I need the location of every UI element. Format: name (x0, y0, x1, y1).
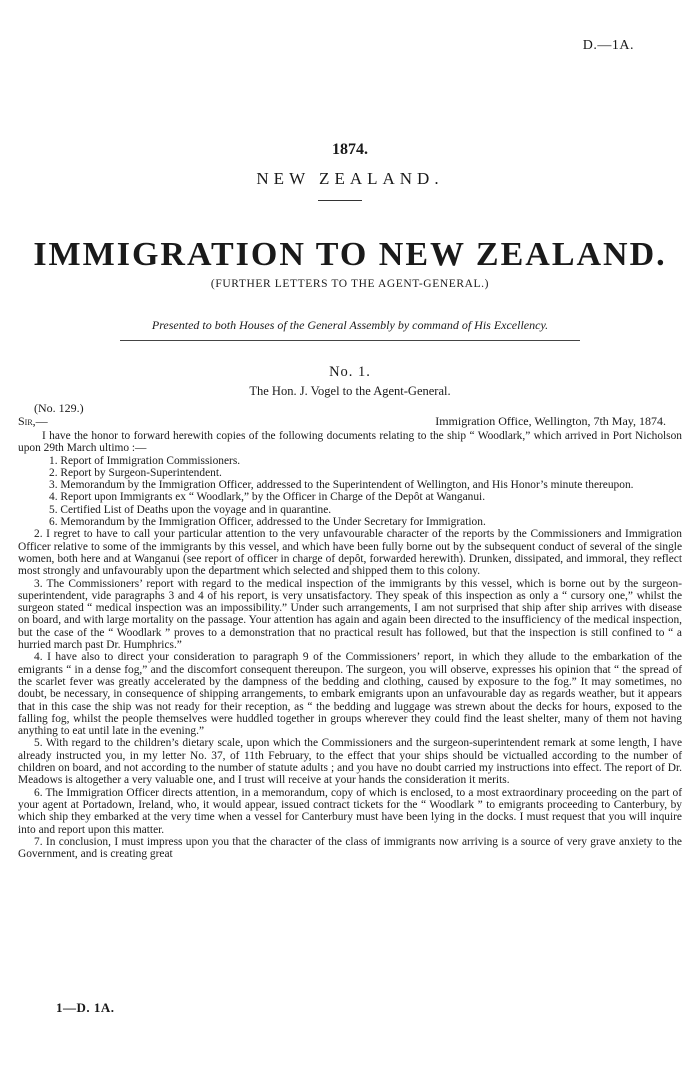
list-item: 3. Memorandum by the Immigration Officer, addressed to the Superintendent of Wellington, and His Honor’s minute thereupon. (49, 479, 634, 492)
document-title: IMMIGRATION TO NEW ZEALAND. (33, 236, 667, 273)
enclosure-list (18, 455, 682, 529)
letter-number: No. 1. (329, 364, 371, 380)
paragraph-4: 4. I have also to direct your consideration to paragraph 9 of the Commissioners’ report, in which they allude to the embarkation of the emigrants “ in a dense fog,” and the discomfort consequent thereupon. The surgeon, you will observe, expresses his opinion that “ the spread of the scarlet fever was greatly accelerated by the dampness of the bedding and clothing, caused by exposure to the fog.” It may sometimes, no doubt, be necessary, in consequence of shipping arrangements, to embark emigrants upon an unfavourable day as regards weather, but it appears that in this case the ship was not ready for their reception, as “ the bedding and luggage was strewn about the decks for hours, exposed to the falling fog, whilst the people themselves were huddled together in groups wherever they could find the least shelter, many of them not having anything to eat until late in the evening.” (18, 651, 682, 738)
letter-from-to: The Hon. J. Vogel to the Agent-General. (249, 384, 451, 398)
list-item: 2. Report by Surgeon-Superintendent. (49, 466, 222, 479)
year-heading: 1874. (332, 141, 368, 158)
paragraph-6: 6. The Immigration Officer directs attention, in a memorandum, copy of which is enclosed, to a most extraordinary proceeding on the part of your agent at Portadown, Ireland, who, it would appear, issued contract tickets for the “ Woodlark ” to emigrants proceeding to Canterbury, by which ship they embarked at the very time when a vessel for Canterbury must have been lying in the docks. I must request that you will inquire into and report upon this matter. (18, 786, 682, 836)
letter-body (18, 430, 682, 860)
list-item: 4. Report upon Immigrants ex “ Woodlark,” by the Officer in Charge of the Depôt at Wanganui. (49, 491, 486, 504)
paragraph-3: 3. The Commissioners’ report with regard to the medical inspection of the immigrants by this vessel, which is borne out by the surgeon-superintendent, vide paragraphs 3 and 4 of his report, is very unsatisfactory. They speak of this inspection as only a “ cursory one,” whilst the surgeon stated “ medical inspection was an impossibility.” Under such arrangements, I am not surprised that ship after ship arrives with disease on board, and with large mortality on the passage. Your attention has again and again been directed to the insufficiency of the medical inspection, but the case of the “ Woodlark ” proves to a demonstration that no practical result has followed, but that the inspection is still confined to “ a hurried march past Dr. Humphrics.” (18, 577, 682, 652)
country-heading: NEW ZEALAND. (256, 169, 444, 188)
list-item: 6. Memorandum by the Immigration Officer, addressed to the Under Secretary for Immigration. (49, 516, 486, 529)
document-subtitle: (FURTHER LETTERS TO THE AGENT-GENERAL.) (210, 278, 490, 290)
salutation: Sir,— (18, 414, 48, 428)
short-divider (318, 200, 362, 201)
intro-paragraph: I have the honor to forward herewith copies of the following documents relating to the ship “ Woodlark,” which arrived in Port Nicholson upon 29th March ultimo :— (18, 430, 682, 455)
page-signature: 1—D. 1A. (56, 1000, 115, 1015)
paragraph-2: 2. I regret to have to call your particular attention to the very unfavourable character of the reports by the Commissioners and Immigration Officer relative to some of the immigrants by this vessel, and which have been fully borne out by the subsequent conduct of several of the single women, both here and at Wanganui (see report of officer in charge of depôt, forwarded herewith). Drunken, dissipated, and immoral, they reflect most strongly and unfavourably upon the department which selected and shipped them to this colony. (18, 528, 682, 578)
list-item: 5. Certified List of Deaths upon the voyage and in quarantine. (49, 503, 332, 516)
letter-reference: (No. 129.) (34, 401, 84, 415)
paragraph-7: 7. In conclusion, I must impress upon you that the character of the class of immigrants now arriving is a source of very grave anxiety to the Government, and is creating great (18, 835, 682, 861)
paragraph-5: 5. With regard to the children’s dietary scale, upon which the Commissioners and the surgeon-superintendent remark at some length, I have already instructed you, in my letter No. 37, of 11th February, to the effect that your ships should be victualled according to the number of children on board, and not according to the number of statute adults ; and you have no doubt carried my instructions into effect. The report of Dr. Meadows is altogether a very valuable one, and I trust will receive at your hands the consideration it merits. (18, 737, 682, 787)
document-reference: D.—1A. (582, 38, 634, 53)
presented-line: Presented to both Houses of the General Assembly by command of His Excellency. (151, 318, 549, 332)
dateline: Immigration Office, Wellington, 7th May, 1874. (435, 414, 666, 428)
long-divider (120, 340, 580, 341)
list-item: 1. Report of Immigration Commissioners. (49, 454, 241, 467)
